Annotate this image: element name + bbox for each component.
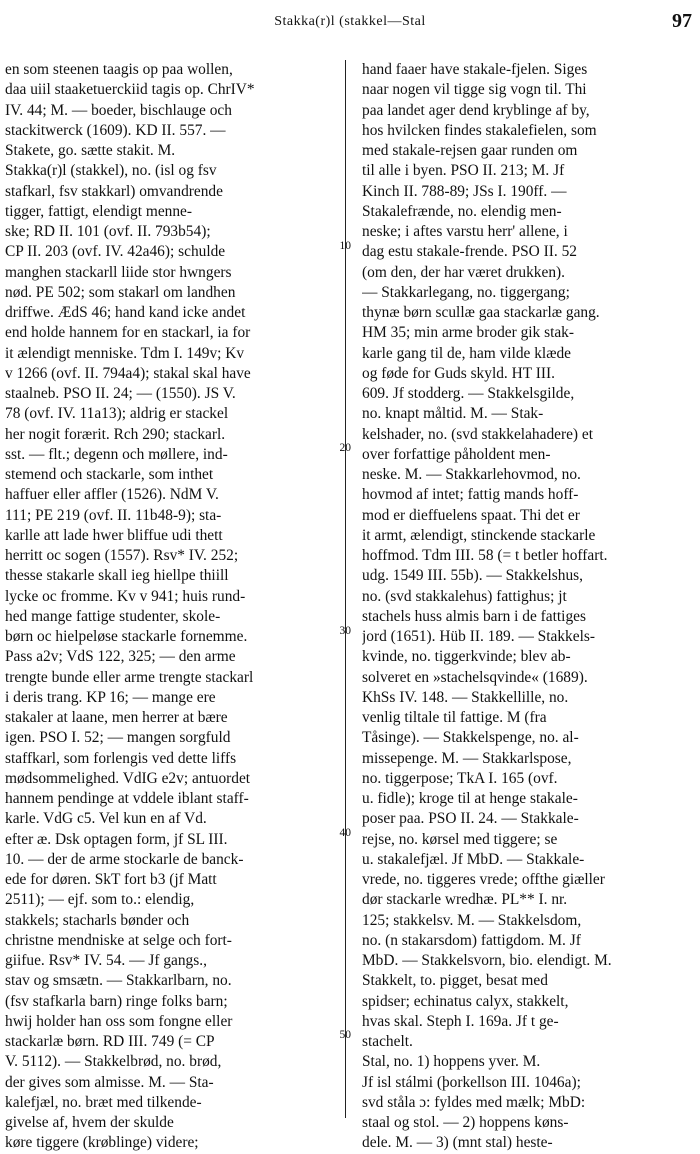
text-line: udg. 1549 III. 55b). — Stakkelshus,: [362, 567, 584, 585]
line-number-30: 30: [339, 625, 351, 637]
text-line: neske; i aftes varstu herr' allene, i: [362, 223, 568, 240]
text-line: u. stakalefjæl. Jf MbD. — Stakkale-: [362, 850, 585, 868]
text-line: stackitwerck (1609). KD II. 557. —: [5, 121, 226, 139]
text-line: kelshader, no. (svd stakkelahadere) et: [362, 425, 594, 443]
text-line: CP II. 203 (ovf. IV. 42a46); schulde: [5, 243, 226, 261]
text-line: (fsv stafkarla barn) ringe folks barn;: [5, 992, 228, 1010]
text-line: paa landet ager dend kryblinge af by,: [362, 101, 590, 119]
line-number-50: 50: [339, 1029, 351, 1041]
text-line: dag estu stakale-frende. PSO II. 52: [362, 243, 577, 261]
text-line: over forfattige påholdent men-: [362, 445, 551, 463]
text-line: jord (1651). Hüb II. 189. — Stakkels-: [362, 628, 595, 645]
line-number-10: 10: [339, 240, 351, 252]
text-line: dør stackarle wredhæ. PL** I. nr.: [362, 891, 568, 909]
text-line: efter æ. Dsk optagen form, jf SL III.: [5, 830, 228, 848]
text-line: missepenge. M. — Stakkarlspose,: [362, 749, 572, 767]
text-line: karlle att lade hwer bliffue udi thett: [5, 526, 223, 544]
text-line: staal og stol. — 2) hoppens køns-: [362, 1114, 569, 1131]
text-line: poser paa. PSO II. 24. — Stakkale-: [362, 810, 579, 828]
text-line: v 1266 (ovf. II. 794a4); stakal skal have: [5, 364, 251, 382]
text-line: med stakale-rejsen gaar runden om: [362, 142, 578, 159]
text-line: karle. VdG c5. Vel kun en af Vd.: [5, 810, 207, 828]
text-line: it armt, ælendigt, stinckende stackarle: [362, 526, 596, 544]
text-line: trengte bunde eller arme trengte stackarl: [5, 668, 254, 686]
text-line: kvinde, no. tiggerkvinde; blev ab-: [362, 648, 571, 666]
text-line: givelse af, hvem der skulde: [5, 1114, 174, 1131]
text-line: Kinch II. 788-89; JSs I. 190ff. —: [362, 182, 567, 200]
text-line: staffkarl, som forlengis ved dette liffs: [5, 749, 237, 767]
text-line: HM 35; min arme broder gik stak-: [362, 324, 575, 342]
text-line: stachels huss almis barn i de fattiges: [362, 607, 586, 625]
text-line: V. 5112). — Stakkelbrød, no. brød,: [5, 1053, 222, 1071]
line-number-20: 20: [339, 442, 351, 454]
text-line: rejse, no. kørsel med tiggere; se: [362, 830, 558, 848]
text-line: køre tiggere (krøblinge) videre;: [5, 1134, 199, 1152]
text-line: — Stakkarlegang, no. tiggergang;: [362, 283, 570, 301]
text-line: svd ståla ɔ: fyldes med mælk; MbD:: [362, 1093, 586, 1111]
text-line: thynæ børn scullæ gaa stackarlæ gang.: [362, 304, 600, 321]
column-divider: [345, 60, 346, 1118]
text-line: haffuer eller affler (1526). NdM V.: [5, 486, 219, 504]
text-line: ske; RD II. 101 (ovf. II. 793b54);: [5, 223, 211, 240]
text-line: venlig tiltale til fattige. M (fra: [362, 709, 547, 726]
text-line: (om den, der har været drukken).: [362, 263, 566, 281]
text-line: no. (n stakarsdom) fattigdom. M. Jf: [362, 931, 581, 949]
text-line: tigger, fattigt, elendigt menne-: [5, 202, 193, 220]
text-line: Stakka(r)l (stakkel), no. (isl og fsv: [5, 162, 217, 180]
text-line: manghen stackarll liide stor hwngers: [5, 263, 232, 281]
text-line: her nogit forærit. Rch 290; stackarl.: [5, 425, 226, 443]
text-line: hoffmod. Tdm III. 58 (= t betler hoffart.: [362, 547, 608, 564]
text-line: stemend och stackarle, som inthet: [5, 466, 214, 483]
text-line: hovmod af intet; fattig mands hoff-: [362, 486, 579, 504]
text-line: 2511); — ejf. som to.: elendig,: [5, 891, 195, 909]
text-line: og føde for Guds skyld. HT III.: [362, 364, 555, 382]
text-line: solveret en »stachelsqvinde« (1689).: [362, 668, 588, 686]
text-line: kalefjæl, no. bræt med tilkende-: [5, 1093, 202, 1111]
text-line: Stal, no. 1) hoppens yver. M.: [362, 1053, 541, 1071]
text-line: dele. M. — 3) (mnt stal) heste-: [362, 1134, 553, 1152]
text-line: nød. PE 502; som stakarl om landhen: [5, 283, 236, 301]
text-line: thesse stakarle skall ieg hiellpe thiill: [5, 567, 229, 585]
text-line: stafkarl, fsv stakkarl) omvandrende: [5, 182, 223, 200]
text-line: herritt oc sogen (1557). Rsv* IV. 252;: [5, 547, 239, 564]
text-line: hand faaer have stakale-fjelen. Siges: [362, 61, 588, 78]
right-column: [362, 60, 690, 1154]
text-line: giifue. Rsv* IV. 54. — Jf gangs.,: [5, 952, 207, 969]
page-number: 97: [672, 10, 692, 32]
text-line: 125; stakkelsv. M. — Stakkelsdom,: [362, 911, 582, 929]
text-line: daa uiil staaketuerckiid tagis op. ChrIV*: [5, 81, 255, 99]
text-line: hwij holder han oss som fongne eller: [5, 1012, 233, 1030]
text-line: Stakalefrænde, no. elendig men-: [362, 202, 562, 220]
text-line: sst. — flt.; degenn och møllere, ind-: [5, 445, 228, 463]
text-line: mod er dieffuelens spaat. Thi det er: [362, 506, 580, 524]
text-line: ede for døren. SkT fort b3 (jf Matt: [5, 871, 217, 888]
text-line: no. knapt måltid. M. — Stak-: [362, 405, 544, 423]
text-line: der gives som almisse. M. — Sta-: [5, 1073, 214, 1091]
text-line: christne mendniske at selge och fort-: [5, 931, 232, 949]
text-line: Stakete, go. sætte stakit. M.: [5, 142, 176, 159]
text-line: stakkels; stacharls bønder och: [5, 911, 190, 929]
text-line: driffwe. ÆdS 46; hand kand icke andet: [5, 304, 246, 321]
text-line: hed mange fattige studenter, skole-: [5, 607, 221, 625]
text-line: stachelt.: [362, 1033, 413, 1050]
text-line: naar nogen vil tigge sig vogn til. Thi: [362, 81, 587, 99]
text-line: no. (svd stakkalehus) fattighus; jt: [362, 587, 567, 605]
left-column: [5, 60, 332, 1154]
text-line: 78 (ovf. IV. 11a13); aldrig er stackel: [5, 405, 229, 423]
text-line: karle gang til de, ham vilde klæde: [362, 344, 571, 362]
text-line: u. fidle); kroge til at henge stakale-: [362, 790, 578, 807]
text-line: hvas skal. Steph I. 169a. Jf t ge-: [362, 1012, 559, 1030]
line-number-40: 40: [339, 827, 351, 839]
text-line: stackarlæ børn. RD III. 749 (= CP: [5, 1033, 215, 1050]
text-line: hos hvilcken findes stakalefielen, som: [362, 121, 597, 139]
text-line: vrede, no. tiggeres vrede; offthe giæller: [362, 871, 605, 888]
text-line: igen. PSO I. 52; — mangen sorgfuld: [5, 729, 231, 747]
text-line: Stakkelt, to. pigget, besat med: [362, 972, 548, 990]
text-line: Jf isl stálmi (þorkellson III. 1046a);: [362, 1073, 581, 1091]
text-line: MbD. — Stakkelsvorn, bio. elendigt. M.: [362, 952, 612, 969]
text-line: it ælendigt menniske. Tdm I. 149v; Kv: [5, 344, 245, 362]
text-line: mødsommelighed. VdIG e2v; antuordet: [5, 769, 251, 787]
text-line: stav og smsætn. — Stakkarlbarn, no.: [5, 972, 232, 990]
text-line: 111; PE 219 (ovf. II. 11b48-9); sta-: [5, 506, 222, 524]
text-line: end holde hannem for en stackarl, ia for: [5, 324, 251, 342]
text-line: 609. Jf stodderg. — Stakkelsgilde,: [362, 385, 575, 402]
text-line: neske. M. — Stakkarlehovmod, no.: [362, 466, 581, 483]
text-line: stakaler at laane, men herrer at bære: [5, 709, 228, 726]
text-line: KhSs IV. 148. — Stakkellille, no.: [362, 688, 569, 706]
text-line: spidser; echinatus calyx, stakkelt,: [362, 992, 569, 1010]
text-line: til alle i byen. PSO II. 213; M. Jf: [362, 162, 565, 180]
text-line: no. tiggerpose; TkA I. 165 (ovf.: [362, 769, 558, 787]
running-title: Stakka(r)l (stakkel—Stal: [274, 14, 426, 29]
text-line: i deris trang. KP 16; — mange ere: [5, 688, 216, 706]
text-line: 10. — der de arme stockarle de banck-: [5, 850, 244, 868]
text-line: IV. 44; M. — boeder, bischlauge och: [5, 101, 232, 119]
text-line: en som steenen taagis op paa wollen,: [5, 61, 233, 78]
text-line: børn oc hielpeløse stackarle fornemme.: [5, 628, 248, 645]
text-line: Pass a2v; VdS 122, 325; — den arme: [5, 648, 236, 666]
text-line: hannem pendinge at vddele iblant staff-: [5, 790, 249, 807]
text-line: lycke oc fromme. Kv v 941; huis rund-: [5, 587, 246, 605]
text-line: Tåsinge). — Stakkelspenge, no. al-: [362, 729, 579, 747]
text-line: staalneb. PSO II. 24; — (1550). JS V.: [5, 385, 236, 402]
